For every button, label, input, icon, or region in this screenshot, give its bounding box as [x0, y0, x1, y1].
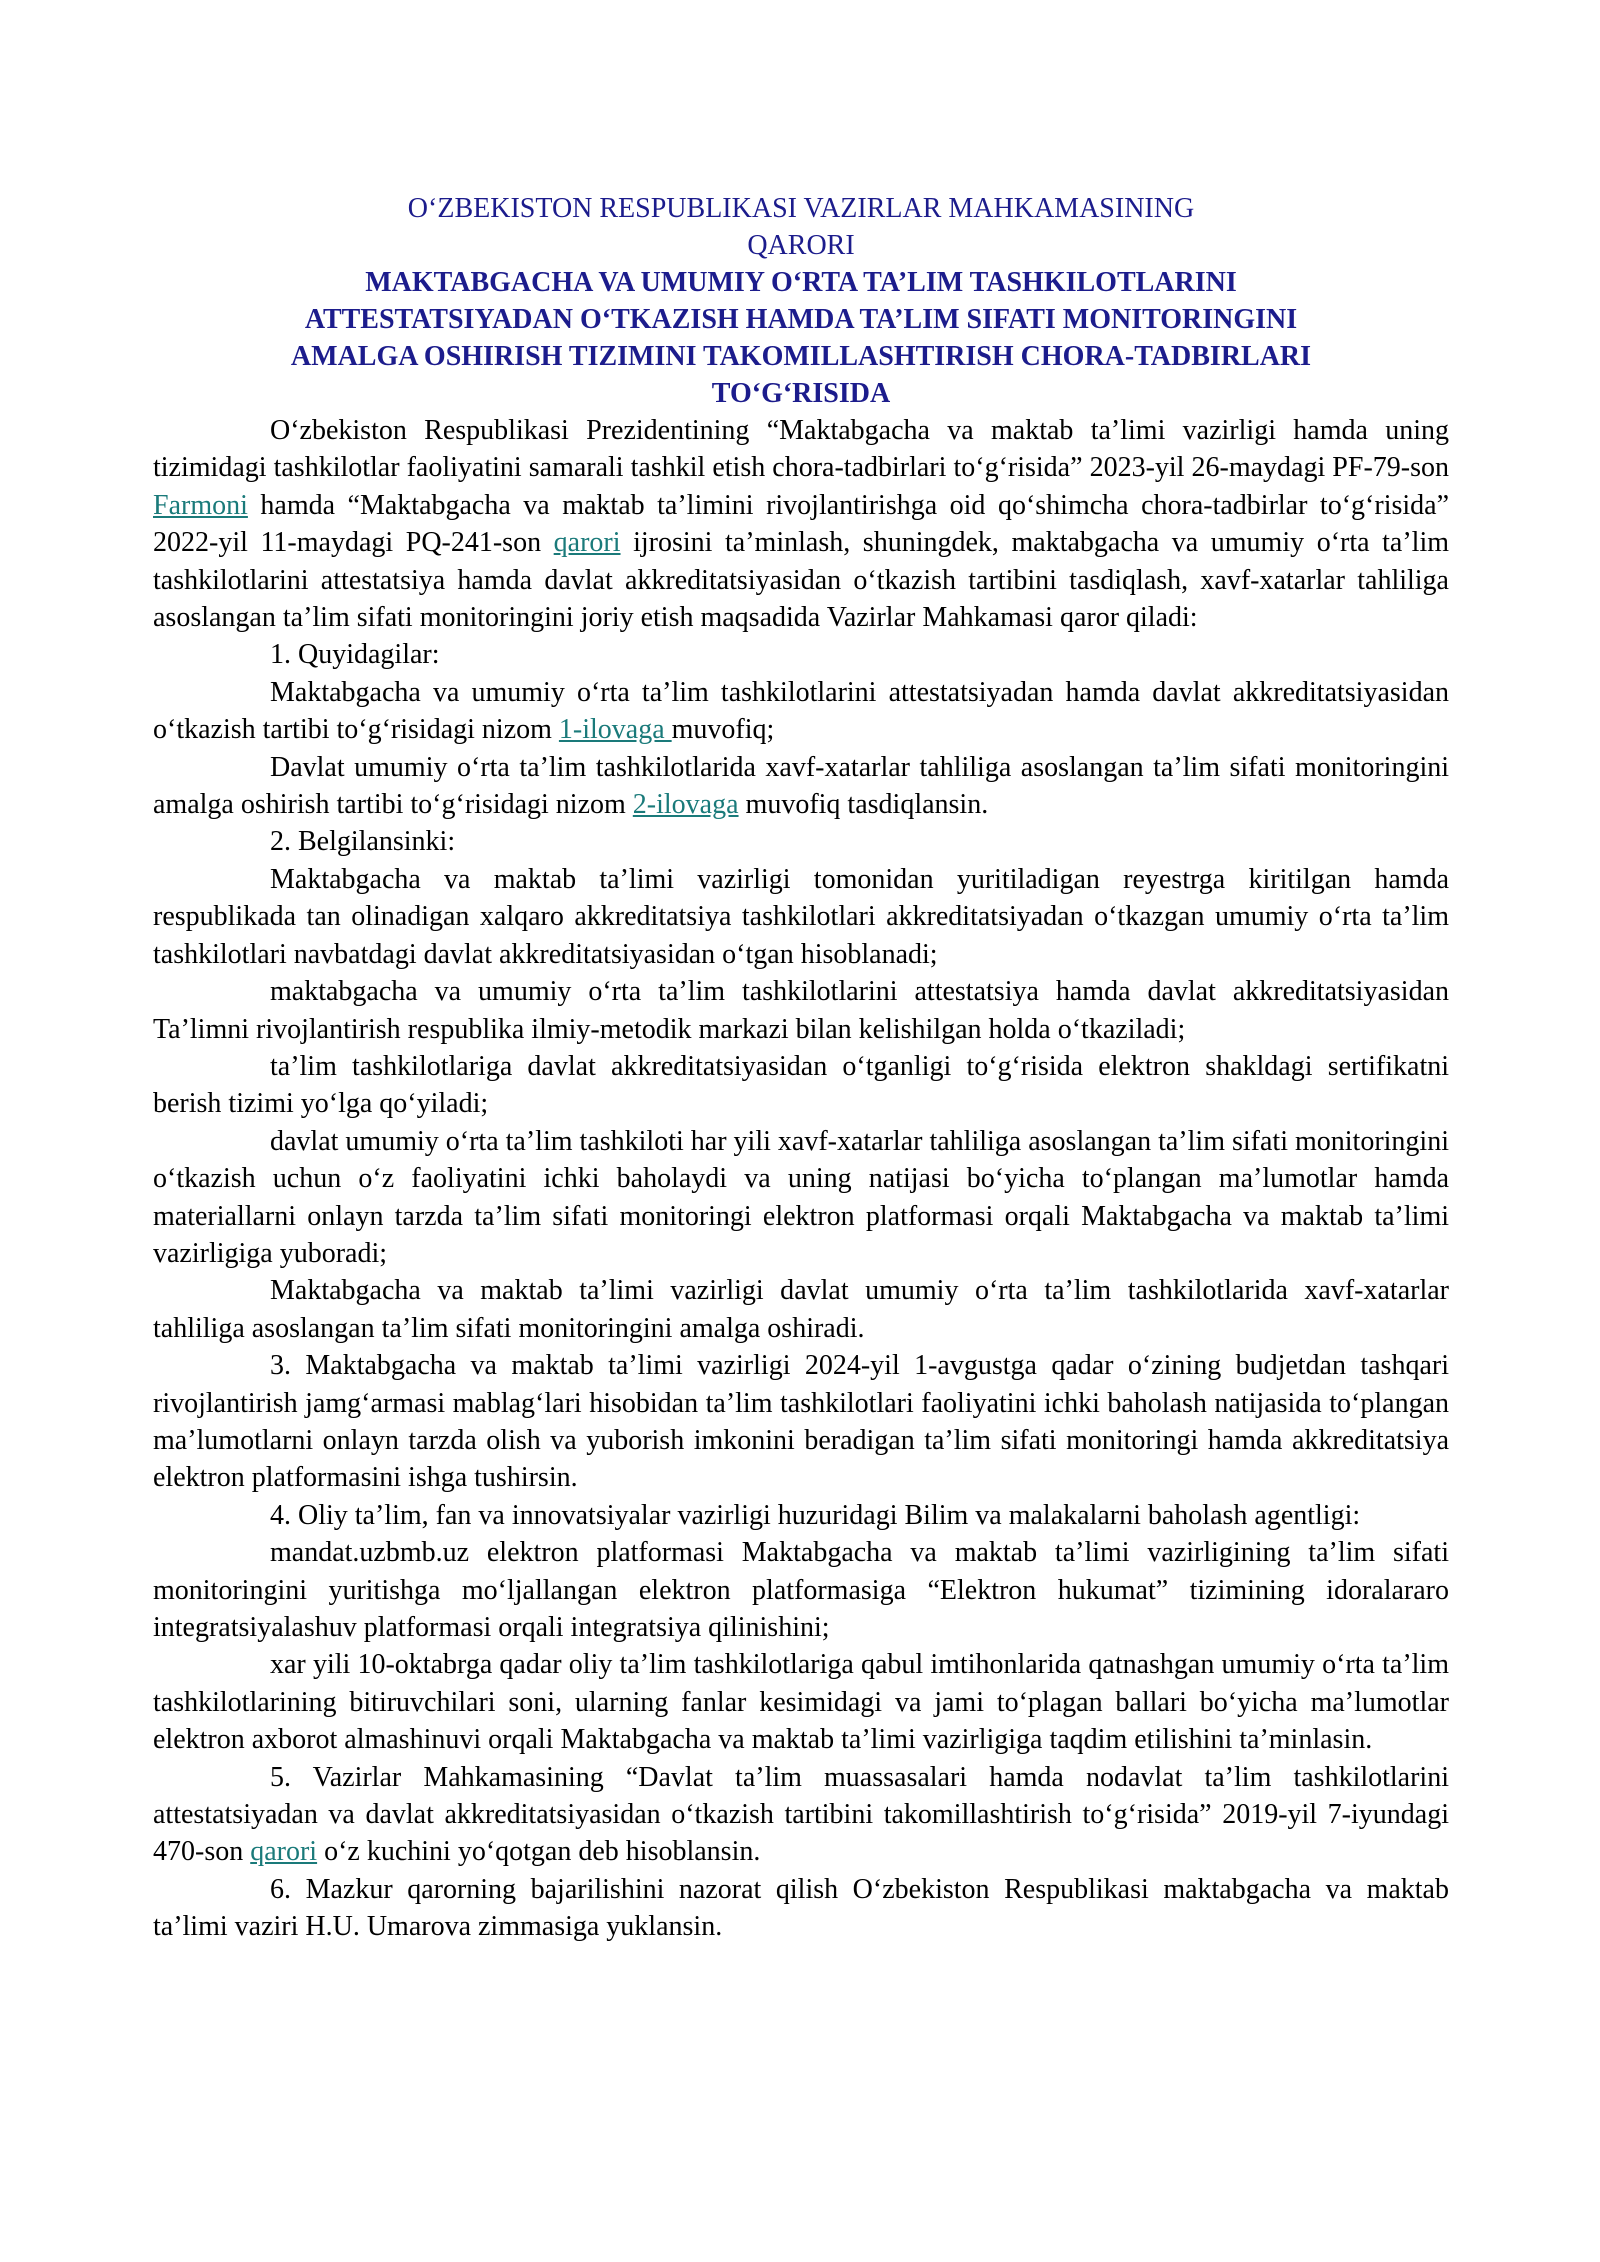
document-title [153, 264, 1449, 412]
qarori-link[interactable]: qarori [553, 527, 621, 559]
subparagraph-text: Maktabgacha va umumiy o‘rta ta’lim tashkilotlarini attestatsiyadan hamda davlat akkreditatsiyasidan o‘tkazish tartibi to‘g‘risidagi nizom [153, 676, 1449, 746]
item-2-paragraph: Maktabgacha va maktab ta’limi vazirligi tomonidan yuritiladigan reyestrga kiritilgan hamda respublikada tan olinadigan xalqaro akkreditatsiya tashkilotlari akkreditatsiyadan o‘tkazgan umumiy o‘rta ta’lim tashkilotlari navbatdagi davlat akkreditatsiyasidan o‘tgan hisoblanadi; [153, 863, 1449, 970]
preamble-text: O‘zbekiston Respublikasi Prezidentining “Maktabgacha va maktab ta’limi vazirligi hamda uning tizimidagi tashkilotlar faoliyatini samarali tashkil etish chora-tadbirlari to‘g‘risida” 2023-yil 26-maydagi PF-79-son [153, 415, 1449, 484]
item-3-paragraph: 3. Maktabgacha va maktab ta’limi vazirligi 2024-yil 1-avgustga qadar o‘zining budjetdan tashqari rivojlantirish jamg‘armasi mablag‘lari hisobidan ta’lim tashkilotlari faoliyatini ichki baholash natijasida to‘plangan ma’lumotlarni onlayn tarzda olish va yuborish imkonini beradigan ta’lim sifati monitoringi hamda akkreditatsiya elektron platformasini ishga tushirsin. [153, 1350, 1449, 1494]
item-5-text: 5. Vazirlar Mahkamasining “Davlat ta’lim muassasalari hamda nodavlat ta’lim tashkilotlarini attestatsiyadan va davlat akkreditatsiyasidan o‘tkazish tartibini takomillashtirish to‘g‘risida” 2019-yil 7-iyundagi 470-son [153, 1761, 1449, 1868]
preamble-paragraph [153, 412, 1449, 636]
item-4-paragraph: mandat.uzbmb.uz elektron platformasi Maktabgacha va maktab ta’limi vazirligining ta’lim sifati monitoringini yuritishga mo‘ljallangan elektron platformasiga “Elektron hukumat” tizimining idoralararo integratsiyalashuv platformasi orqali integratsiya qilinishini; [153, 1537, 1449, 1643]
item-5-paragraph [153, 1759, 1449, 1871]
document-page [153, 190, 1449, 1946]
item-1-heading: 1. Quyidagilar: [270, 639, 440, 671]
item-4-paragraph: xar yili 10-oktabrga qadar oliy ta’lim tashkilotlariga qabul imtihonlarida qatnashgan umumiy o‘rta ta’lim tashkilotlarining bitiruvchilari soni, ularning fanlar kesimidagi va jami to‘plagan ballari bo‘yicha ma’lumotlar elektron axborot almashinuvi orqali Maktabgacha va maktab ta’limi vazirligiga taqdim etilishini ta’minlasin. [153, 1649, 1449, 1756]
item-1-subparagraph [153, 749, 1449, 824]
item-2-paragraph: ta’lim tashkilotlariga davlat akkreditatsiyasidan o‘tganligi to‘g‘risida elektron shakldagi sertifikatni berish tizimi yo‘lga qo‘yiladi; [153, 1050, 1449, 1120]
item-2-heading: 2. Belgilansinki: [270, 826, 456, 858]
subparagraph-text: muvofiq tasdiqlansin. [738, 789, 989, 821]
title-line: TO‘G‘RISIDA [711, 378, 891, 409]
item-5-text: o‘z kuchini yo‘qotgan deb hisoblansin. [317, 1836, 761, 1868]
issuer-name: O‘ZBEKISTON RESPUBLIKASI VAZIRLAR MAHKAMASINING [407, 193, 1195, 224]
farmoni-link[interactable]: Farmoni [153, 489, 248, 521]
title-line: ATTESTATSIYADAN O‘TKAZISH HAMDA TA’LIM SIFATI MONITORINGINI [304, 304, 1298, 335]
subparagraph-text: muvofiq; [671, 714, 775, 746]
preamble-text: ijrosini ta’minlash, shuningdek, maktabgacha va umumiy o‘rta ta’lim tashkilotlarini attestatsiya hamda davlat akkreditatsiyasidan o‘tkazish tartibini tasdiqlash, xavf-xatarlar tahliliga asoslangan ta’lim sifati monitoringini joriy etish maqsadida Vazirlar Mahkamasi qaror qiladi: [153, 527, 1450, 634]
qarori-470-link[interactable]: qarori [250, 1836, 318, 1868]
item-1-subparagraph [153, 674, 1449, 749]
ilova-2-link[interactable]: 2-ilovaga [632, 789, 739, 821]
title-line: MAKTABGACHA VA UMUMIY O‘RTA TA’LIM TASHKILOTLARINI [365, 267, 1237, 298]
issuer-header [153, 190, 1449, 264]
ilova-1-link[interactable]: 1-ilovaga [558, 714, 672, 746]
preamble-text: hamda “Maktabgacha va maktab ta’limini rivojlantirishga oid qo‘shimcha chora-tadbirlar to‘g‘risida” 2022-yil 11-maydagi PQ-241-son [153, 489, 1449, 559]
item-6-paragraph: 6. Mazkur qarorning bajarilishini nazorat qilish O‘zbekiston Respublikasi maktabgacha va maktab ta’limi vaziri H.U. Umarova zimmasiga yuklansin. [153, 1873, 1449, 1943]
item-2-paragraph: maktabgacha va umumiy o‘rta ta’lim tashkilotlarini attestatsiya hamda davlat akkreditatsiyasidan Ta’limni rivojlantirish respublika ilmiy-metodik markazi bilan kelishilgan holda o‘tkaziladi; [153, 976, 1449, 1045]
subparagraph-text: Davlat umumiy o‘rta ta’lim tashkilotlarida xavf-xatarlar tahliliga asoslangan ta’lim sifati monitoringini amalga oshirish tartibi to‘g‘risidagi nizom [153, 751, 1449, 821]
item-2-paragraph: davlat umumiy o‘rta ta’lim tashkiloti har yili xavf-xatarlar tahliliga asoslangan ta’lim sifati monitoringini o‘tkazish uchun o‘z faoliyatini ichki baholaydi va uning natijasi bo‘yicha to‘plangan ma’lumotlar hamda materiallarni onlayn tarzda ta’lim sifati monitoringi elektron platformasi orqali Maktabgacha va maktab ta’limi vazirligiga yuboradi; [153, 1125, 1449, 1269]
title-line: AMALGA OSHIRISH TIZIMINI TAKOMILLASHTIRISH CHORA-TADBIRLARI [290, 341, 1312, 372]
document-type: QARORI [747, 230, 855, 261]
item-4-heading: 4. Oliy ta’lim, fan va innovatsiyalar vazirligi huzuridagi Bilim va malakalarni baholash agentligi: [270, 1499, 1361, 1531]
item-2-paragraph: Maktabgacha va maktab ta’limi vazirligi davlat umumiy o‘rta ta’lim tashkilotlarida xavf-xatarlar tahliliga asoslangan ta’lim sifati monitoringini amalga oshiradi. [153, 1275, 1449, 1344]
